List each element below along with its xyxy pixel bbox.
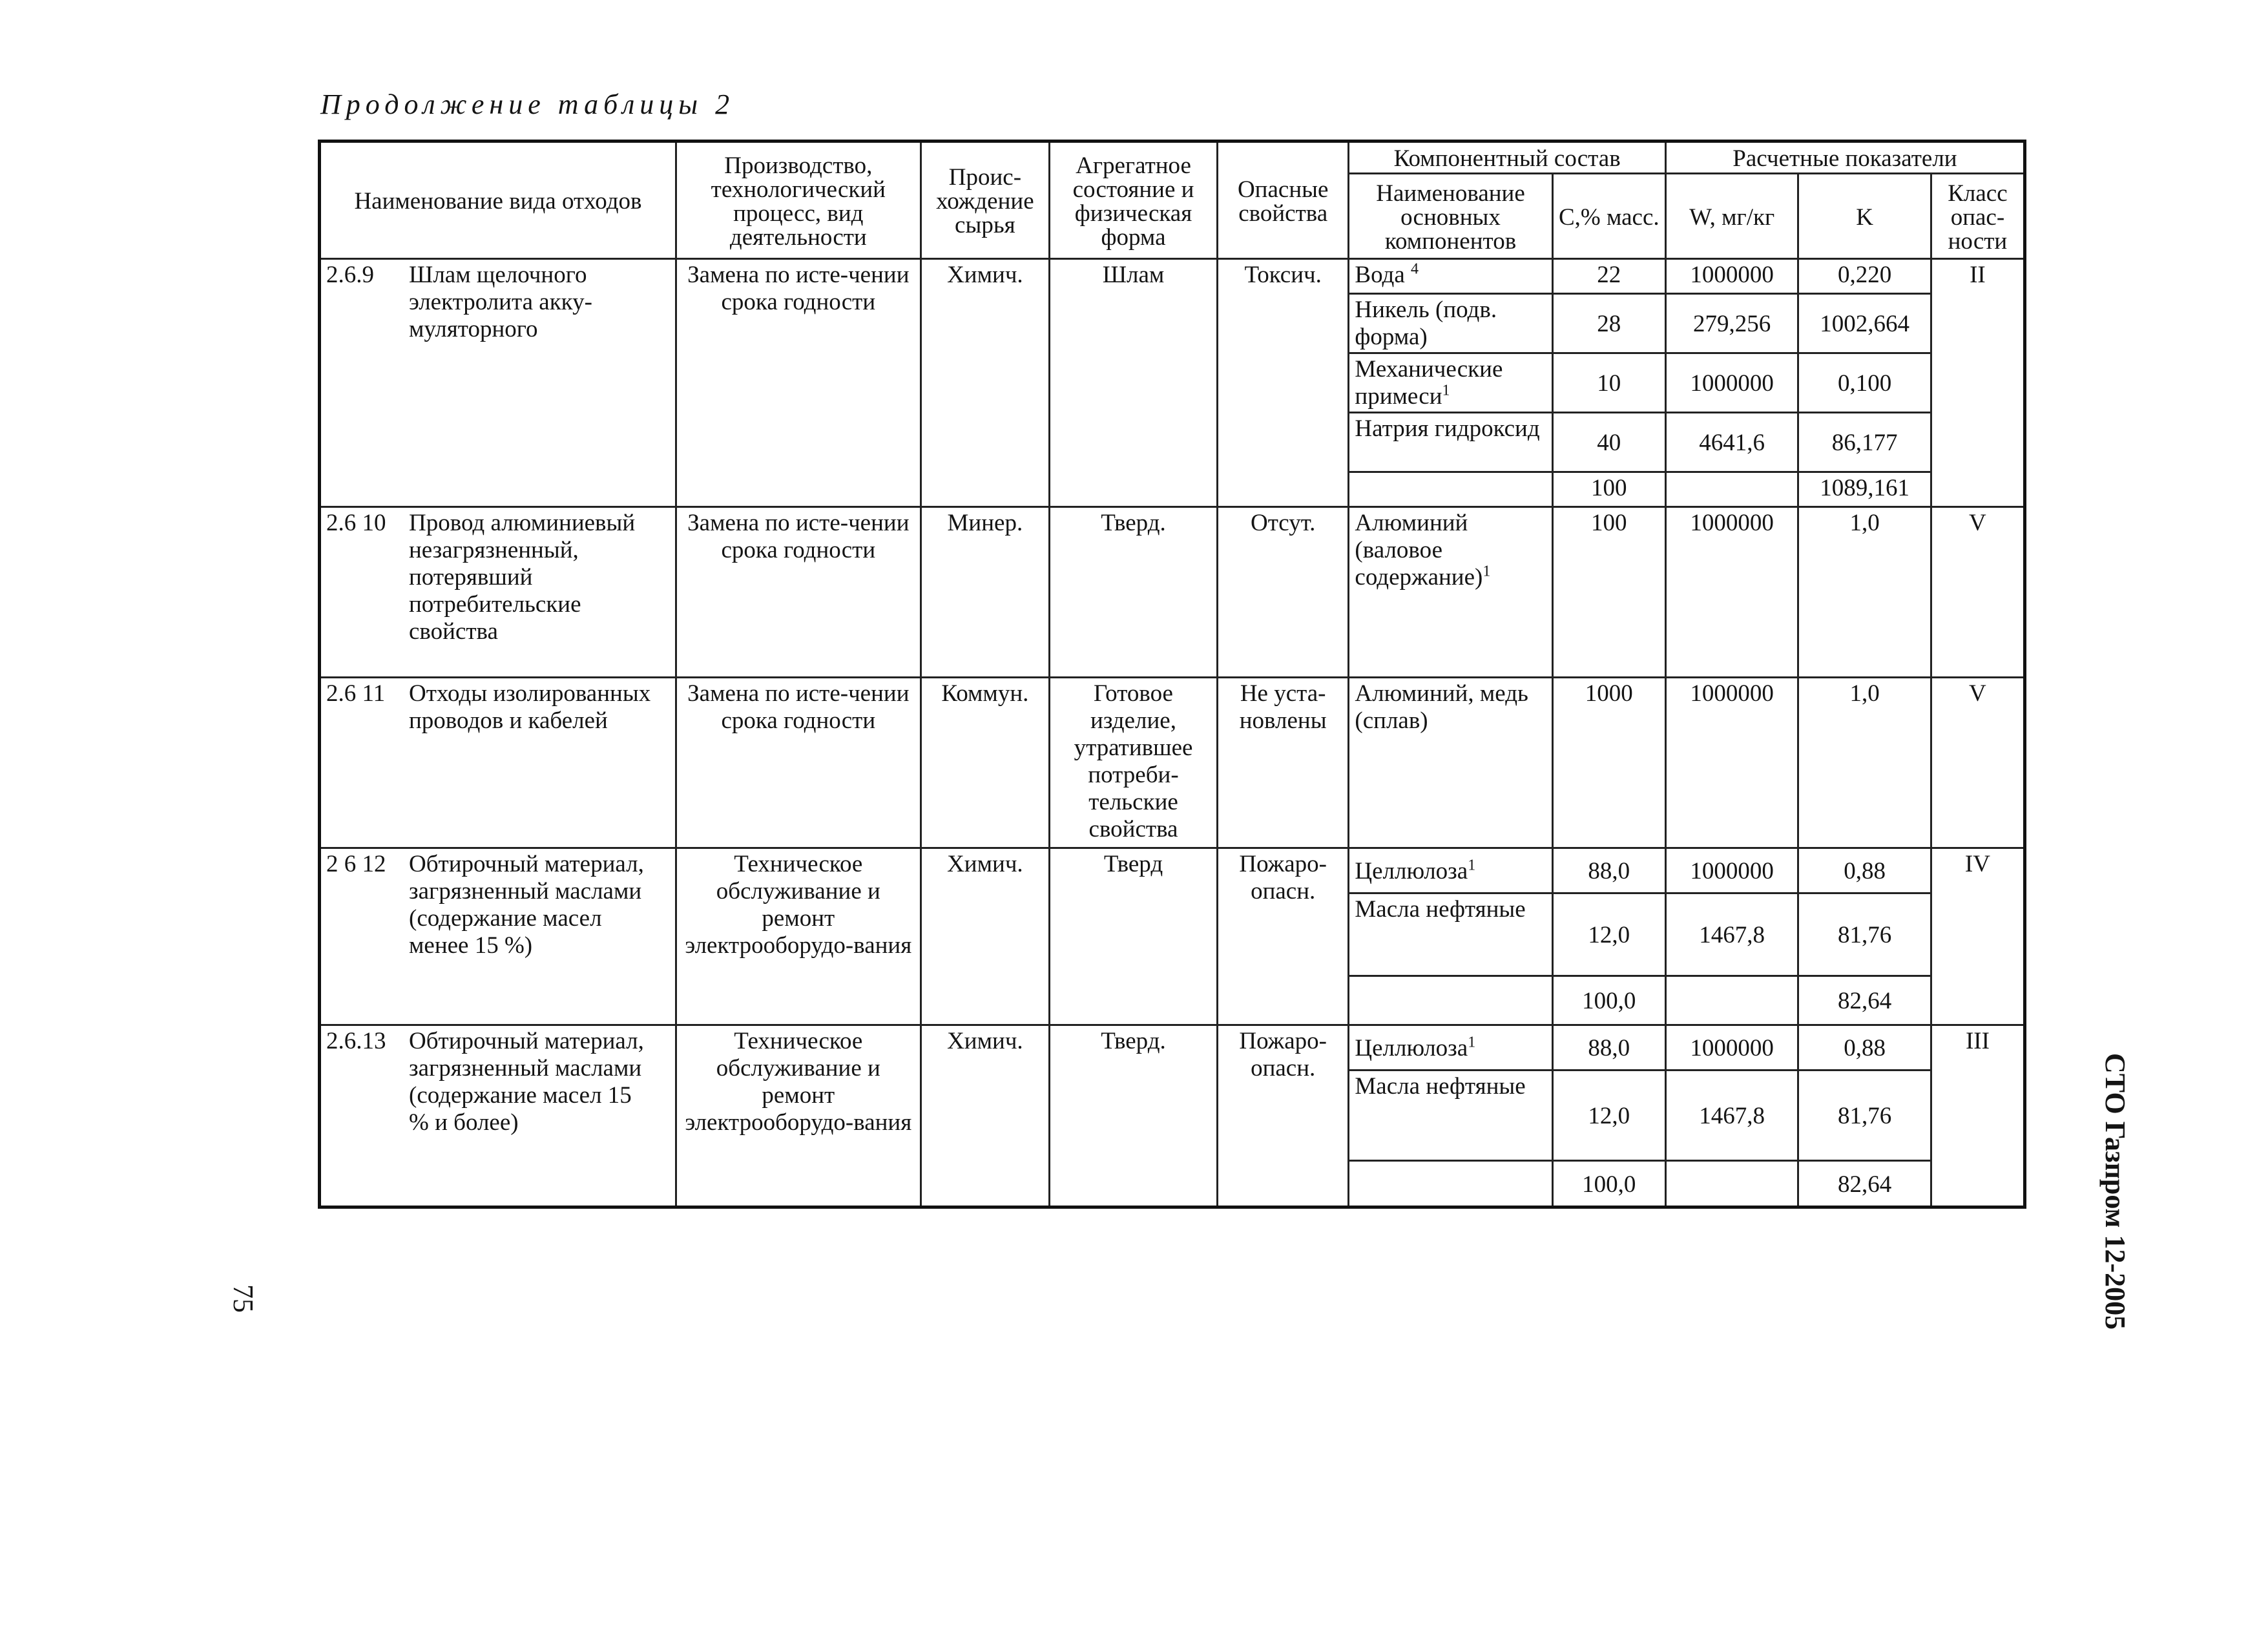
w-value: 1000000: [1665, 678, 1798, 848]
total-concentration: 100,0: [1552, 976, 1665, 1025]
concentration-value: 22: [1552, 259, 1665, 294]
component-name: Никель (подв. форма): [1349, 294, 1552, 353]
component-name: Масла нефтяные: [1349, 1070, 1552, 1161]
row-number: 2.6 10: [326, 510, 386, 536]
k-value: 0,88: [1798, 1025, 1931, 1070]
component-name: Масла нефтяные: [1349, 893, 1552, 976]
header-process: Производство, технологический процесс, вид деятельности: [676, 141, 921, 259]
k-value: 0,220: [1798, 259, 1931, 294]
w-value: 4641,6: [1665, 413, 1798, 472]
table-caption: Продолжение таблицы 2: [320, 89, 735, 120]
danger-cell: Токсич.: [1217, 259, 1348, 507]
k-value: 1,0: [1798, 678, 1931, 848]
total-k: 82,64: [1798, 976, 1931, 1025]
w-value: 1000000: [1665, 259, 1798, 294]
component-name: Алюминий, медь (сплав): [1349, 678, 1552, 848]
concentration-value: 88,0: [1552, 848, 1665, 893]
state-cell: Тверд.: [1050, 507, 1218, 678]
concentration-value: 40: [1552, 413, 1665, 472]
total-concentration: 100,0: [1552, 1161, 1665, 1207]
total-k: 1089,161: [1798, 472, 1931, 507]
k-value: 81,76: [1798, 893, 1931, 976]
origin-cell: Химич.: [921, 259, 1049, 507]
waste-table: [318, 140, 2026, 1209]
danger-cell: Пожаро-опасн.: [1217, 848, 1348, 1025]
waste-name-cell: [320, 507, 676, 678]
waste-name-cell: [320, 1025, 676, 1207]
header-k: K: [1798, 174, 1931, 259]
waste-name-cell: [320, 848, 676, 1025]
waste-name-cell: [320, 678, 676, 848]
header-origin: Проис-хождение сырья: [921, 141, 1049, 259]
row-number: 2.6.13: [326, 1028, 386, 1054]
k-value: 86,177: [1798, 413, 1931, 472]
w-value: 1000000: [1665, 1025, 1798, 1070]
hazard-class: V: [1931, 507, 2024, 678]
table-row: [320, 848, 2025, 893]
component-name: Целлюлоза$^1$: [1349, 848, 1552, 893]
danger-cell: Не уста-новлены: [1217, 678, 1348, 848]
header-hazard-class: Класс опас-ности: [1931, 174, 2024, 259]
concentration-value: 10: [1552, 353, 1665, 413]
waste-name: Обтирочный материал, загрязненный маслами (содержание масел 15 % и более): [409, 1028, 644, 1136]
component-name: Вода $^4$: [1349, 259, 1552, 294]
total-concentration: 100: [1552, 472, 1665, 507]
concentration-value: 88,0: [1552, 1025, 1665, 1070]
waste-name: Обтирочный материал, загрязненный маслами (содержание масел менее 15 %): [409, 851, 644, 959]
header-concentration: С,% масс.: [1552, 174, 1665, 259]
header-w: W, мг/кг: [1665, 174, 1798, 259]
danger-cell: Пожаро-опасн.: [1217, 1025, 1348, 1207]
table-row: [320, 1025, 2025, 1070]
hazard-class: V: [1931, 678, 2024, 848]
hazard-class: IV: [1931, 848, 2024, 1025]
k-value: 0,100: [1798, 353, 1931, 413]
w-value: 1000000: [1665, 848, 1798, 893]
page-number: 75: [227, 1284, 259, 1313]
header-danger: Опасные свойства: [1217, 141, 1348, 259]
total-w-empty: [1665, 472, 1798, 507]
origin-cell: Минер.: [921, 507, 1049, 678]
origin-cell: Химич.: [921, 1025, 1049, 1207]
w-value: 1000000: [1665, 507, 1798, 678]
state-cell: Шлам: [1050, 259, 1218, 507]
document-stamp: СТО Газпром 12-2005: [2099, 1053, 2131, 1330]
total-w-empty: [1665, 976, 1798, 1025]
component-name: Алюминий (валовое содержание)$^1$: [1349, 507, 1552, 678]
component-name: Натрия гидроксид: [1349, 413, 1552, 472]
danger-cell: Отсут.: [1217, 507, 1348, 678]
row-number: 2.6.9: [326, 262, 374, 288]
hazard-class: II: [1931, 259, 2024, 507]
w-value: 1467,8: [1665, 1070, 1798, 1161]
total-w-empty: [1665, 1161, 1798, 1207]
w-value: 1000000: [1665, 353, 1798, 413]
component-name: Целлюлоза$^1$: [1349, 1025, 1552, 1070]
table-row: [320, 507, 2025, 678]
process-cell: Техническое обслуживание и ремонт электрооборудо-вания: [676, 848, 921, 1025]
k-value: 1002,664: [1798, 294, 1931, 353]
w-value: 1467,8: [1665, 893, 1798, 976]
header-waste-name: Наименование вида отходов: [320, 141, 676, 259]
header-component-name: Наименование основных компонентов: [1349, 174, 1552, 259]
concentration-value: 12,0: [1552, 1070, 1665, 1161]
total-k: 82,64: [1798, 1161, 1931, 1207]
waste-name: Отходы изолированных проводов и кабелей: [409, 680, 651, 734]
concentration-value: 12,0: [1552, 893, 1665, 976]
row-number: 2 6 12: [326, 851, 386, 877]
process-cell: Замена по исте-чении срока годности: [676, 678, 921, 848]
process-cell: Замена по исте-чении срока годности: [676, 507, 921, 678]
w-value: 279,256: [1665, 294, 1798, 353]
component-name: Механические примеси$^1$: [1349, 353, 1552, 413]
table-header-row: [320, 141, 2025, 174]
component-name-empty: [1349, 976, 1552, 1025]
component-name-empty: [1349, 472, 1552, 507]
waste-name-cell: [320, 259, 676, 507]
component-name-empty: [1349, 1161, 1552, 1207]
hazard-class: III: [1931, 1025, 2024, 1207]
header-components-group: Компонентный состав: [1349, 141, 1666, 174]
state-cell: Тверд: [1050, 848, 1218, 1025]
state-cell: Тверд.: [1050, 1025, 1218, 1207]
process-cell: Техническое обслуживание и ремонт электрооборудо-вания: [676, 1025, 921, 1207]
table-row: [320, 259, 2025, 294]
row-number: 2.6 11: [326, 680, 386, 707]
header-state: Агрегатное состояние и физическая форма: [1050, 141, 1218, 259]
origin-cell: Химич.: [921, 848, 1049, 1025]
k-value: 81,76: [1798, 1070, 1931, 1161]
k-value: 0,88: [1798, 848, 1931, 893]
state-cell: Готовое изделие, утратившее потреби-тельские свойства: [1050, 678, 1218, 848]
waste-name: Шлам щелочного электролита акку-муляторного: [409, 262, 592, 342]
origin-cell: Коммун.: [921, 678, 1049, 848]
concentration-value: 28: [1552, 294, 1665, 353]
table-row: [320, 678, 2025, 848]
process-cell: Замена по исте-чении срока годности: [676, 259, 921, 507]
concentration-value: 1000: [1552, 678, 1665, 848]
concentration-value: 100: [1552, 507, 1665, 678]
waste-name: Провод алюминиевый незагрязненный, потерявший потребительские свойства: [409, 510, 636, 645]
header-calc-group: Расчетные показатели: [1665, 141, 2024, 174]
k-value: 1,0: [1798, 507, 1931, 678]
